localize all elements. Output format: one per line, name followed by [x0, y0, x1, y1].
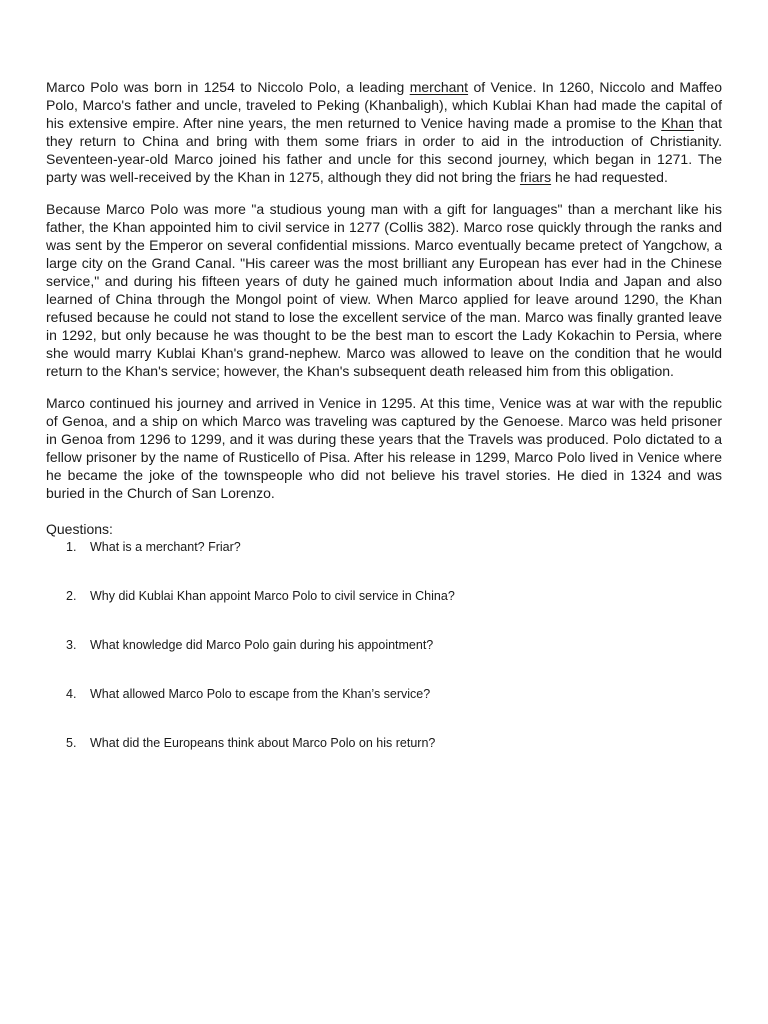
paragraph-text: that they return to China and bring with them some friars in order to aid in the introduction of Christianity. Seventeen-year-old Marco joined his father and uncle for this second journey, which began in 1271. The party was well-received by the Khan in 1275, although they did not bring the [46, 115, 722, 185]
question-number: 2. [66, 589, 77, 603]
question-text: What knowledge did Marco Polo gain during his appointment? [90, 638, 434, 652]
questions-section [46, 520, 722, 783]
paragraph-text: Because Marco Polo was more "a studious young man with a gift for languages" than a merchant like his father, the Khan appointed him to civil service in 1277 (Collis 382). Marco rose quickly through the ranks and was sent by the Emperor on several confidential missions. Marco eventually became pretect of Yangchow, a large city on the Grand Canal. "His career was the most brilliant any European has ever had in the Chinese service," and during his fifteen years of duty he gained much information about India and Japan and also learned of China through the Mongol point of view. When Marco applied for leave around 1290, the Khan refused because he could not stand to lose the excellent service of the man. Marco was finally granted leave in 1292, but only because he was thought to be the best man to escort the Lady Kokachin to Persia, where she would marry Kublai Khan's grand-nephew. Marco was allowed to leave on the condition that he would return to the Khan's service; however, the Khan's subsequent death released him from this obligation. [46, 201, 722, 379]
paragraph-text: Marco Polo was born in 1254 to Niccolo Polo, a leading [46, 79, 410, 95]
questions-list [46, 538, 722, 783]
paragraph-1 [46, 78, 722, 186]
question-number: 4. [66, 687, 77, 701]
essay-body [46, 78, 722, 502]
paragraph-2 [46, 200, 722, 380]
question-item [46, 734, 722, 783]
underlined-term: friars [519, 169, 552, 185]
paragraph-text: Marco continued his journey and arrived in Venice in 1295. At this time, Venice was at war with the republic of Genoa, and a ship on which Marco was traveling was captured by the Genoese. Marco was held prisoner in Genoa from 1296 to 1299, and it was during these years that the Travels was produced. Polo dictated to a fellow prisoner by the name of Rusticello of Pisa. After his release in 1299, Marco Polo lived in Venice where he became the joke of the townspeople who did not believe his travel stories. He died in 1324 and was buried in the Church of San Lorenzo. [46, 395, 722, 501]
paragraph-text: he had requested. [551, 169, 668, 185]
question-number: 3. [66, 638, 77, 652]
question-item [46, 587, 722, 636]
document-page [46, 78, 722, 783]
question-text: Why did Kublai Khan appoint Marco Polo to civil service in China? [90, 589, 455, 603]
paragraph-text: of Venice. In 1260, Niccolo and Maffeo Polo, Marco's father and uncle, traveled to Peking (Khanbaligh), which Kublai Khan had made the capital of his extensive empire. After nine years, the men returned to Venice having made a promise to the [46, 79, 722, 131]
question-text: What did the Europeans think about Marco Polo on his return? [90, 736, 436, 750]
question-item [46, 685, 722, 734]
question-item [46, 636, 722, 685]
question-item [46, 538, 722, 587]
underlined-term: merchant [409, 79, 469, 95]
paragraph-3 [46, 394, 722, 502]
question-text: What is a merchant? Friar? [90, 540, 241, 554]
underlined-term: Khan [661, 115, 694, 131]
questions-heading: Questions: [46, 521, 113, 537]
question-text: What allowed Marco Polo to escape from the Khan’s service? [90, 687, 431, 701]
question-number: 5. [66, 736, 77, 750]
question-number: 1. [66, 540, 77, 554]
